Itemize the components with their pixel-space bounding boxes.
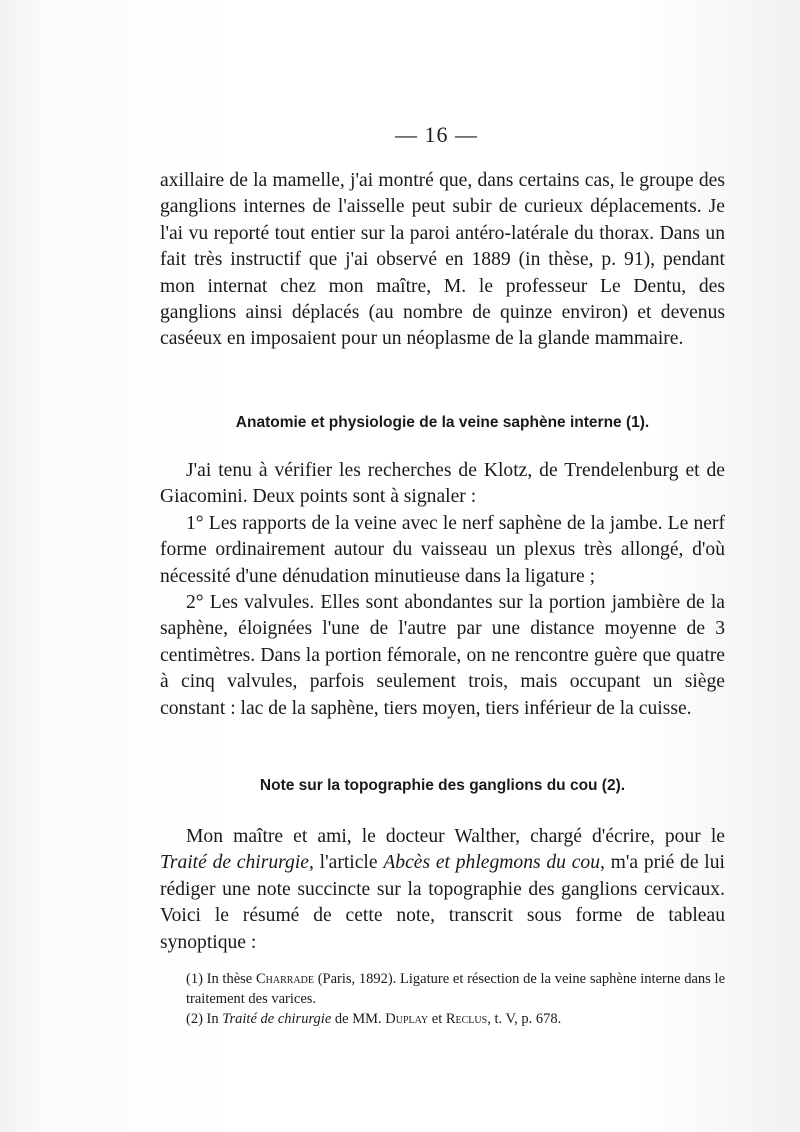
footnote-1-rest: (Paris, 1892). Ligature et résection de la veine saphène interne dans le traitement des varices.: [186, 971, 726, 1007]
intro-paragraph: axillaire de la mamelle, j'ai montré que, dans certains cas, le groupe des ganglions internes de l'aisselle peut subir de curieux déplacements. Je l'ai vu reporté tout entier sur la paroi antéro-latérale du thorax. Dans un fait très instructif que j'ai observé en 1889 (in thèse, p. 91), pendant mon internat chez mon maître, M. le professeur Le Dentu, des ganglions ainsi déplacés (au nombre de quinze environ) et devenus caséeux en imposaient pour un néoplasme de la glande mammaire.: [160, 170, 725, 350]
footnote-2-rest: , t. V, p. 678.: [487, 1011, 562, 1027]
ganglions-italic-traite: Traité de chirurgie: [160, 852, 309, 874]
ganglions-italic-abces: Abcès et phlegmons du cou: [383, 852, 600, 874]
ganglions-text-2: , l'article: [309, 852, 384, 874]
page-number: — 16 —: [395, 122, 478, 147]
section-saphene-body: [160, 458, 725, 722]
footnote-1-prefix: (1) In thèse: [186, 971, 256, 987]
section-saphene-point-2: 2° Les valvules. Elles sont abondantes sur la portion jambière de la saphène, éloignées l'une de l'autre par une distance moyenne de 3 centimètres. Dans la portion fémorale, on ne rencontre guère que quatre à cinq valvules, parfois seulement trois, mais occupant un siège constant : lac de la saphène, tiers moyen, tiers inférieur de la cuisse.: [160, 592, 725, 719]
footnote-1: [160, 969, 725, 1009]
ganglions-text-1: Mon maître et ami, le docteur Walther, chargé d'écrire, pour le: [186, 826, 725, 847]
section-saphene-point-1: 1° Les rapports de la veine avec le nerf saphène de la jambe. Le nerf forme ordinairement autour du vaisseau un plexus très allongé, d'où nécessité d'une dénudation minutieuse dans la ligature ;: [160, 512, 725, 587]
section-heading-saphene: Anatomie et physiologie de la veine saphène interne (1).: [235, 414, 650, 431]
ganglions-text-3: , m'a prié de lui rédiger une note succincte sur la topographie des ganglions cervicaux. Voici le résumé de cette note, transcrit sous forme de tableau synoptique :: [160, 852, 725, 953]
footnote-1-author: Charrade: [255, 971, 314, 987]
footnote-2-and: et: [428, 1011, 446, 1027]
footnote-2-prefix: (2) In: [186, 1011, 223, 1027]
footnote-2-title: Traité de chirurgie: [222, 1011, 332, 1027]
footnote-2-author-1: Duplay: [385, 1011, 429, 1027]
footnote-2-mid: de MM.: [331, 1011, 386, 1027]
footnote-2-author-2: Reclus: [445, 1011, 488, 1027]
footnote-2: [160, 1009, 725, 1029]
section-ganglions-body: [160, 824, 725, 956]
section-saphene-intro: J'ai tenu à vérifier les recherches de Klotz, de Trendelenburg et de Giacomini. Deux points sont à signaler :: [160, 460, 725, 508]
section-heading-ganglions: Note sur la topographie des ganglions du cou (2).: [259, 777, 626, 794]
footnotes: [160, 969, 725, 1029]
